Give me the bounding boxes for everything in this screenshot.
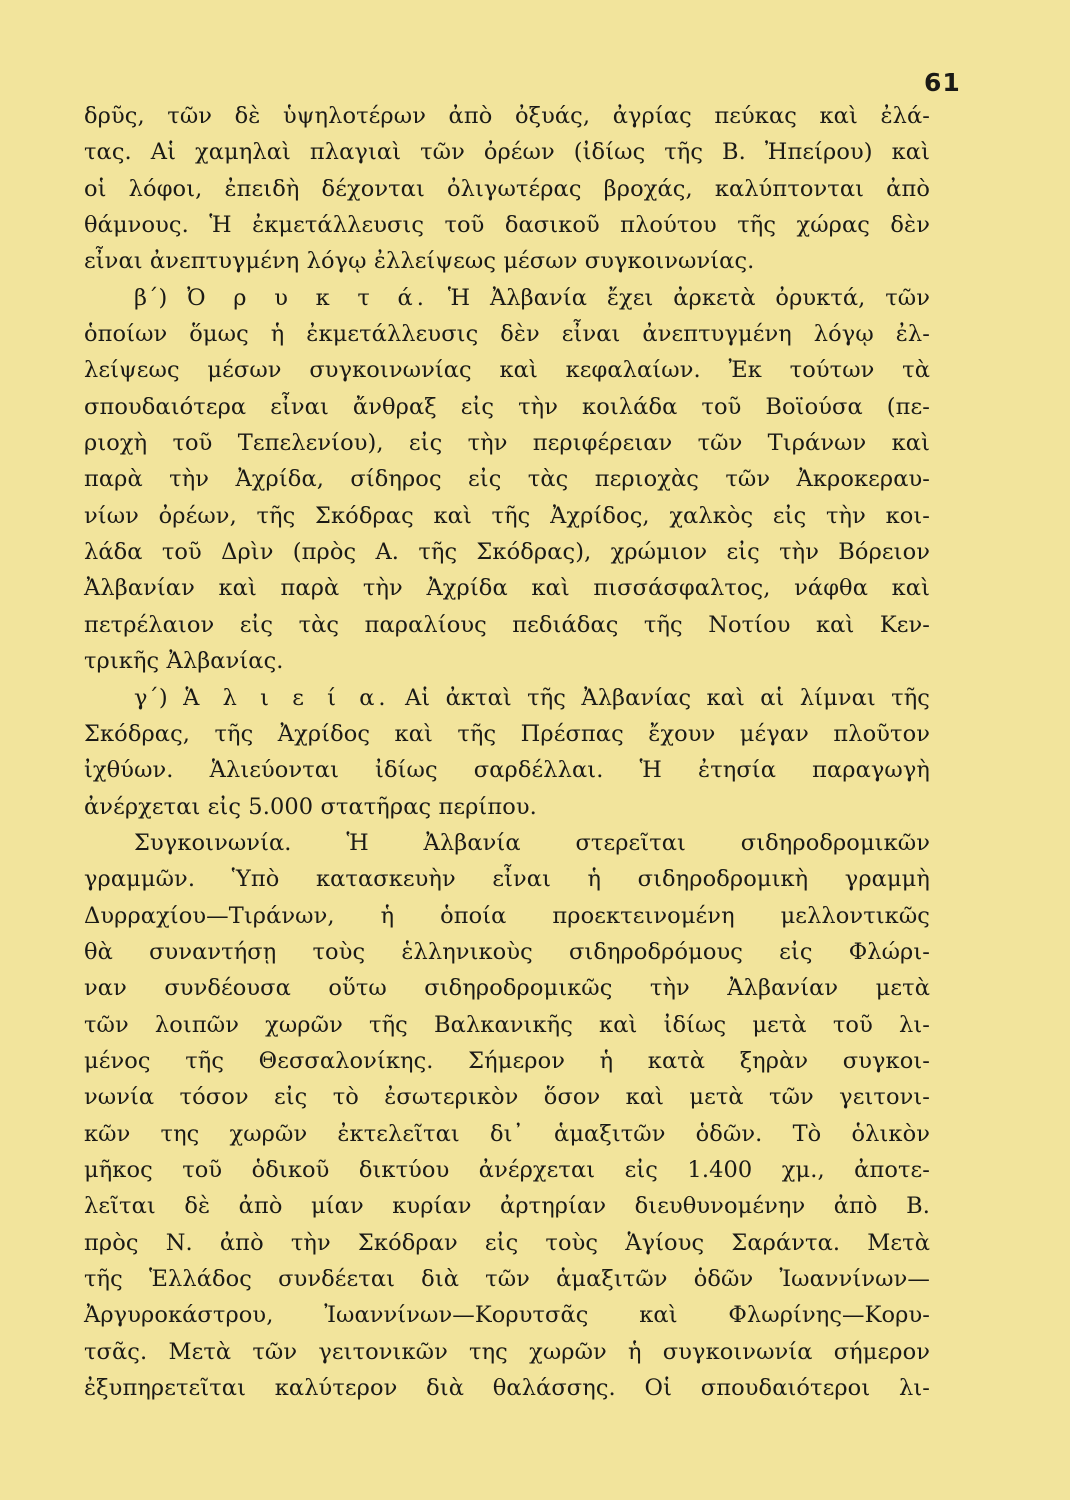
text-line: θάμνους. Ἡ ἐκμετάλλευσις τοῦ δασικοῦ πλούτου τῆς χώρας δὲν (84, 212, 930, 239)
section-heading-minerals: Ὀ ρ υ κ τ ά. (187, 284, 428, 311)
text-line: Ἀργυροκάστρου, Ἰωαννίνων—Κορυτσᾶς καὶ Φλωρίνης—Κορυ- (84, 1302, 930, 1329)
text-line: τῶν λοιπῶν χωρῶν τῆς Βαλκανικῆς καὶ ἰδίως μετὰ τοῦ λι- (84, 1011, 930, 1038)
paragraph-forests (84, 98, 930, 280)
heading-rest: Αἱ ἀκταὶ τῆς Ἀλβανίας καὶ αἱ λίμναι τῆς (389, 684, 930, 711)
section-heading-fishing: Ἁ λ ι ε ί α. (183, 684, 390, 711)
text-line: εἶναι ἀνεπτυγμένη λόγῳ ἐλλείψεως μέσων συγκοινωνίας. (84, 248, 755, 275)
text-line: λεῖται δὲ ἀπὸ μίαν κυρίαν ἀρτηρίαν διευθυνομένην ἀπὸ Β. (84, 1193, 930, 1220)
text-line: ἰχθύων. Ἁλιεύονται ἰδίως σαρδέλλαι. Ἡ ἐτησία παραγωγὴ (84, 757, 930, 784)
heading-rest: Ἡ Ἀλβανία ἔχει ἀρκετὰ ὀρυκτά, τῶν (427, 284, 931, 311)
page-body-text (84, 98, 930, 1406)
text-line: λείψεως μέσων συγκοινωνίας καὶ κεφαλαίων. Ἐκ τούτων τὰ (84, 357, 930, 384)
text-line: τσᾶς. Μετὰ τῶν γειτονικῶν της χωρῶν ἡ συγκοινωνία σήμερον (84, 1338, 930, 1365)
text-line: οἱ λόφοι, ἐπειδὴ δέχονται ὀλιγωτέρας βροχάς, καλύπτονται ἀπὸ (84, 175, 930, 202)
text-line: πετρέλαιον εἰς τὰς παραλίους πεδιάδας τῆς Νοτίου καὶ Κεν- (84, 611, 930, 638)
text-line: ἀνέρχεται εἰς 5.000 στατῆρας περίπου. (84, 793, 537, 820)
text-line (84, 825, 930, 861)
text-line (84, 680, 930, 716)
paragraph-minerals (84, 280, 930, 680)
text-line: νίων ὀρέων, τῆς Σκόδρας καὶ τῆς Ἀχρίδος, χαλκὸς εἰς τὴν κοι- (84, 502, 930, 529)
text-line: ριοχὴ τοῦ Τεπελενίου), εἰς τὴν περιφέρειαν τῶν Τιράνων καὶ (84, 430, 930, 457)
text-line: θὰ συναντήσῃ τοὺς ἑλληνικοὺς σιδηροδρόμους εἰς Φλώρι- (84, 938, 930, 965)
section-heading-communications: Συγκοινωνία. (134, 829, 292, 856)
section-prefix: γ΄) (134, 684, 184, 711)
text-line: μένος τῆς Θεσσαλονίκης. Σήμερον ἡ κατὰ ξηρὰν συγκοι- (84, 1047, 930, 1074)
paragraph-communications (84, 825, 930, 1407)
text-line (84, 280, 930, 316)
text-line: τρικῆς Ἀλβανίας. (84, 648, 284, 675)
text-line: παρὰ τὴν Ἀχρίδα, σίδηρος εἰς τὰς περιοχὰς τῶν Ἀκροκεραυ- (84, 466, 930, 493)
text-line: πρὸς Ν. ἀπὸ τὴν Σκόδραν εἰς τοὺς Ἁγίους Σαράντα. Μετὰ (84, 1229, 930, 1256)
text-line: ναν συνδέουσα οὕτω σιδηροδρομικῶς τὴν Ἀλβανίαν μετὰ (84, 975, 930, 1002)
text-line: ἐξυπηρετεῖται καλύτερον διὰ θαλάσσης. Οἱ σπουδαιότεροι λι- (84, 1375, 930, 1402)
text-line: Δυρραχίου—Τιράνων, ἡ ὁποία προεκτεινομένη μελλοντικῶς (84, 902, 930, 929)
text-line: σπουδαιότερα εἶναι ἄνθραξ εἰς τὴν κοιλάδα τοῦ Βοϊούσα (πε- (84, 393, 930, 420)
paragraph-fishing (84, 680, 930, 825)
text-line: μῆκος τοῦ ὁδικοῦ δικτύου ἀνέρχεται εἰς 1.400 χμ., ἀποτε- (84, 1156, 930, 1183)
text-line: δρῦς, τῶν δὲ ὑψηλοτέρων ἀπὸ ὀξυάς, ἀγρίας πεύκας καὶ ἐλά- (84, 103, 930, 129)
text-line: γραμμῶν. Ὑπὸ κατασκευὴν εἶναι ἡ σιδηροδρομικὴ γραμμὴ (84, 866, 930, 893)
text-line: ὁποίων ὅμως ἡ ἐκμετάλλευσις δὲν εἶναι ἀνεπτυγμένη λόγῳ ἐλ- (84, 321, 930, 348)
page-number: 61 (924, 68, 961, 97)
text-line: τας. Αἱ χαμηλαὶ πλαγιαὶ τῶν ὀρέων (ἰδίως τῆς Β. Ἠπείρου) καὶ (84, 139, 930, 166)
section-prefix: β΄) (134, 284, 188, 311)
text-line: λάδα τοῦ Δρὶν (πρὸς Α. τῆς Σκόδρας), χρώμιον εἰς τὴν Βόρειον (84, 539, 930, 566)
text-line: τῆς Ἑλλάδος συνδέεται διὰ τῶν ἁμαξιτῶν ὁδῶν Ἰωαννίνων— (84, 1266, 930, 1292)
text-line: νωνία τόσον εἰς τὸ ἐσωτερικὸν ὅσον καὶ μετὰ τῶν γειτονι- (84, 1084, 930, 1111)
text-line: Σκόδρας, τῆς Ἀχρίδος καὶ τῆς Πρέσπας ἔχουν μέγαν πλοῦτον (84, 720, 930, 747)
text-line: κῶν της χωρῶν ἐκτελεῖται δι᾽ ἁμαξιτῶν ὁδῶν. Τὸ ὁλικὸν (84, 1120, 930, 1147)
heading-rest: Ἡ Ἀλβανία στερεῖται σιδηροδρομικῶν (291, 829, 930, 856)
text-line: Ἀλβανίαν καὶ παρὰ τὴν Ἀχρίδα καὶ πισσάσφαλτος, νάφθα καὶ (84, 575, 930, 602)
